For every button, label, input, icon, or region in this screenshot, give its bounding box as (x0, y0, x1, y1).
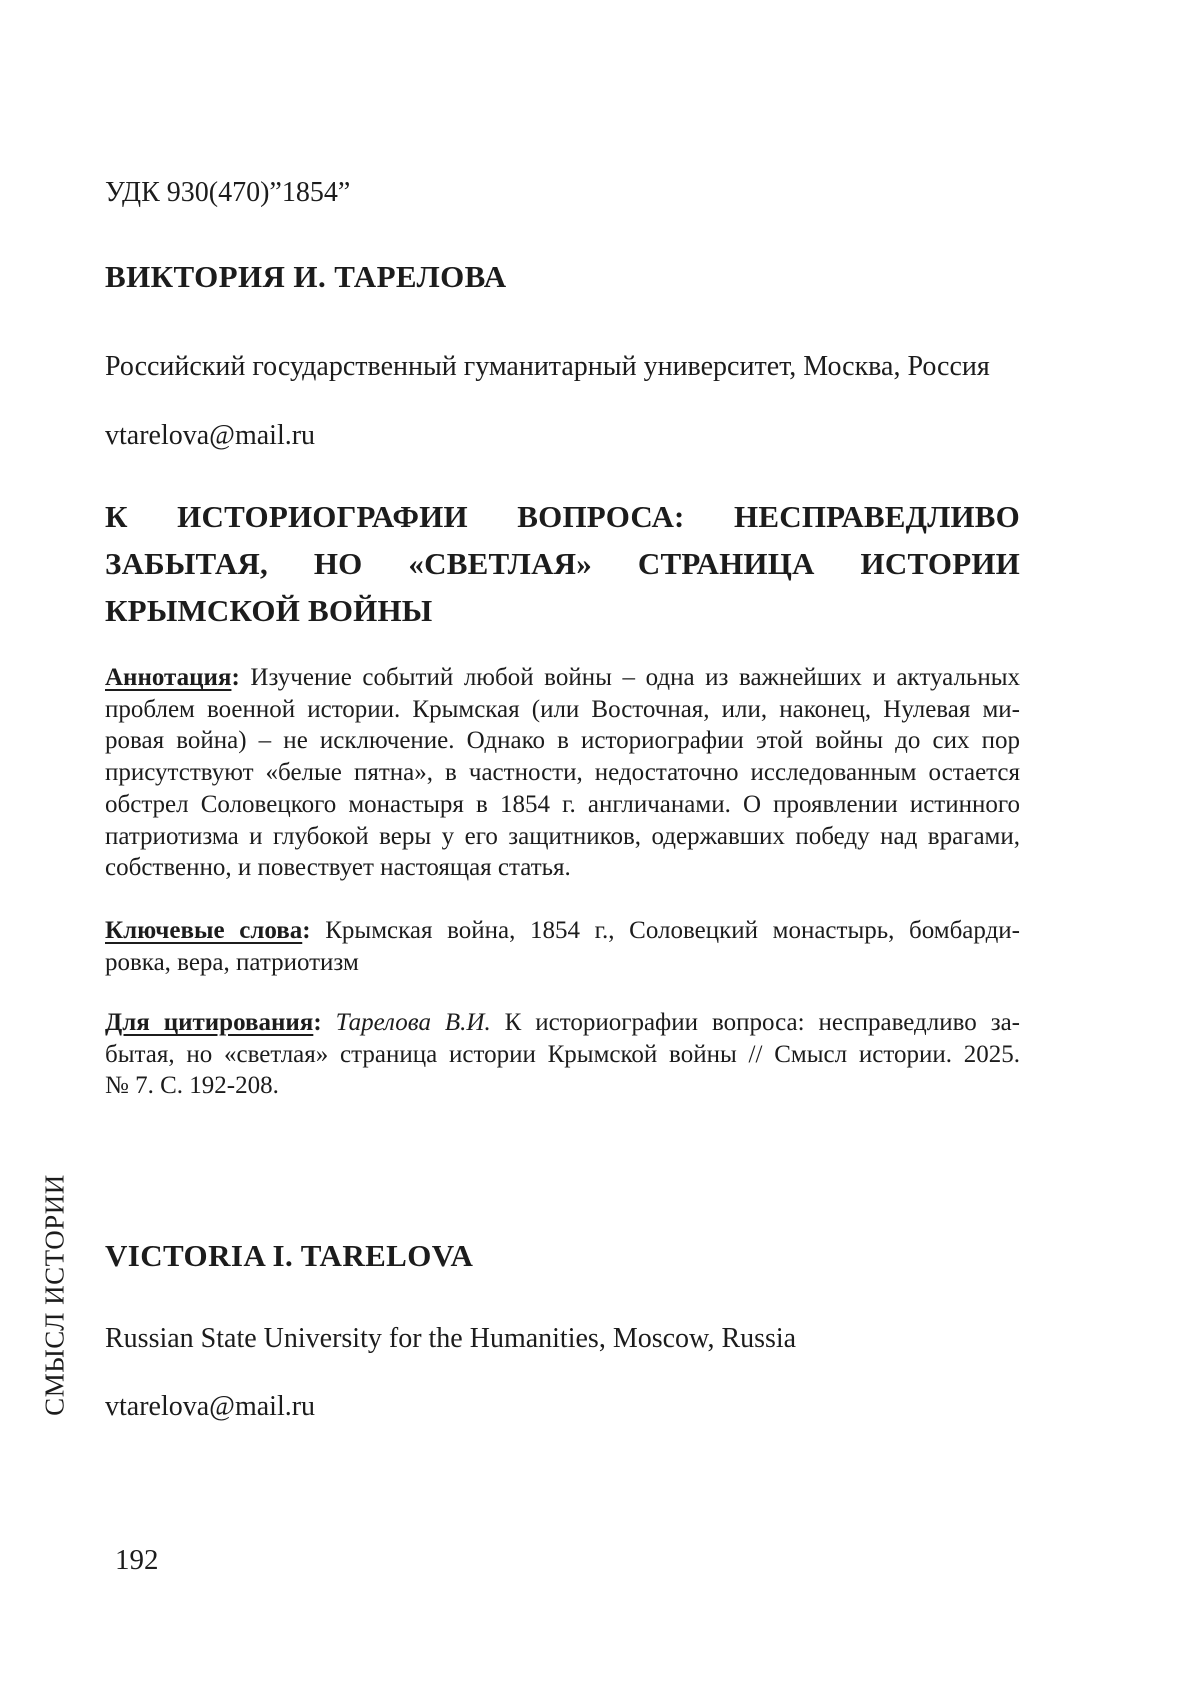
affiliation-ru: Российский государственный гуманитарный университет, Москва, Россия (105, 351, 990, 382)
keywords-label: Ключевые слова (105, 917, 303, 944)
title-line: КРЫМСКОЙ ВОЙНЫ (105, 593, 433, 628)
author-name-en: VICTORIA I. TARELOVA (105, 1238, 474, 1273)
citation-text: К историографии вопроса: несправедливо за- (504, 1009, 1020, 1036)
citation-line: № 7. С. 192-208. (105, 1072, 279, 1100)
citation-label-colon: : (313, 1009, 322, 1036)
keywords-label-colon: : (302, 917, 311, 944)
citation-line (105, 1007, 1020, 1039)
abstract-line (105, 662, 1020, 694)
abstract-line: патриотизма и глубокой веры у его защитников, одержавших победу над врагами, (105, 822, 1020, 850)
author-email-ru: vtarelova@mail.ru (105, 420, 316, 451)
abstract-line: обстрел Соловецкого монастыря в 1854 г. англичанами. О проявлении истинного (105, 790, 1020, 818)
author-email-en: vtarelova@mail.ru (105, 1391, 316, 1422)
citation-label: Для цитирования (105, 1009, 314, 1036)
page-number: 192 (115, 1544, 159, 1576)
citation-line: бытая, но «светлая» страница истории Крымской войны // Смысл истории. 2025. (105, 1040, 1020, 1068)
author-name-ru: ВИКТОРИЯ И. ТАРЕЛОВА (105, 259, 507, 294)
abstract-paragraph (105, 662, 1020, 884)
title-line: ЗАБЫТАЯ, НО «СВЕТЛАЯ» СТРАНИЦА ИСТОРИИ (105, 546, 1020, 581)
abstract-line: проблем военной истории. Крымская (или Восточная, или, наконец, Нулевая ми- (105, 695, 1020, 723)
title-line: К ИСТОРИОГРАФИИ ВОПРОСА: НЕСПРАВЕДЛИВО (105, 499, 1020, 534)
article-title-ru (105, 493, 1020, 634)
abstract-line: ровая война) – не исключение. Однако в историографии этой войны до сих пор (105, 727, 1020, 755)
abstract-label-colon: : (231, 664, 240, 691)
keywords-line (105, 915, 1020, 947)
abstract-label: Аннотация (105, 664, 232, 691)
abstract-text: Изучение событий любой войны – одна из важнейших и актуальных (250, 664, 1020, 691)
udc-code: УДК 930(470)”1854” (105, 177, 351, 208)
citation-paragraph (105, 1007, 1020, 1102)
affiliation-en: Russian State University for the Humanities, Moscow, Russia (105, 1323, 797, 1354)
keywords-paragraph (105, 915, 1020, 978)
abstract-line: присутствуют «белые пятна», в частности, недостаточно исследованным остается (105, 759, 1020, 787)
journal-name-vertical: СМЫСЛ ИСТОРИИ (39, 1174, 70, 1416)
keywords-text: Крымская война, 1854 г., Соловецкий монастырь, бомбарди- (325, 917, 1020, 944)
abstract-line: собственно, и повествует настоящая статья. (105, 854, 571, 882)
keywords-line: ровка, вера, патриотизм (105, 948, 359, 976)
citation-authors: Тарелова В.И. (335, 1009, 491, 1036)
